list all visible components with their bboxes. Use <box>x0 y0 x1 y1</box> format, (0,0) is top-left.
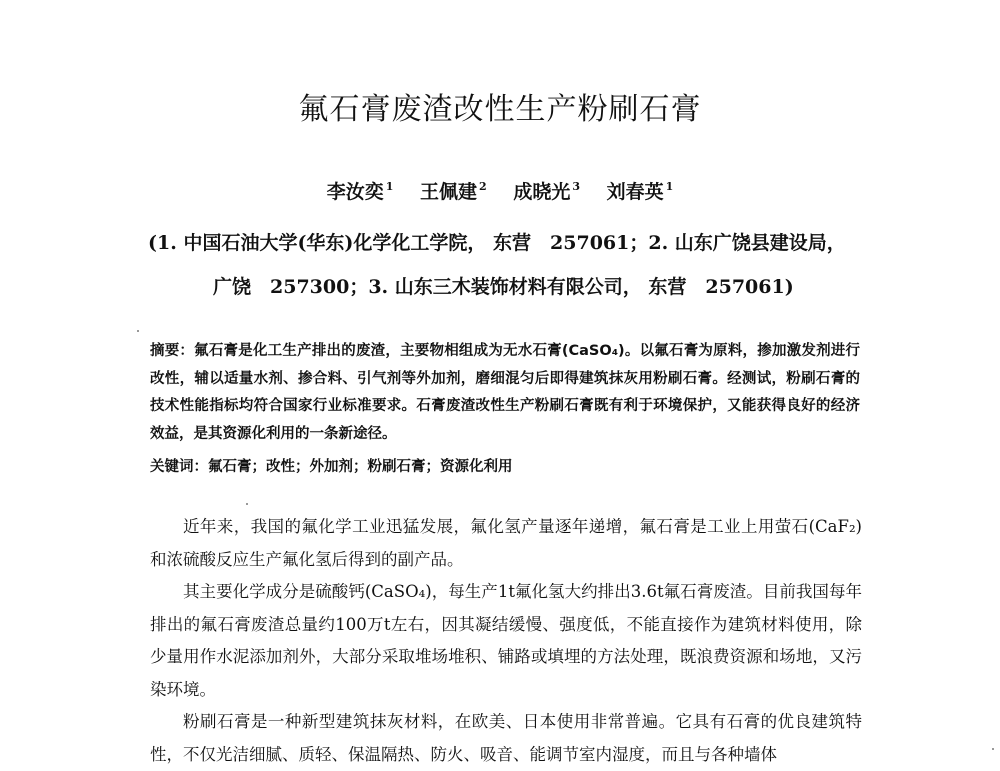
keywords-label: 关键词： <box>150 459 208 475</box>
body-paragraph: 近年来，我国的氟化学工业迅猛发展，氟化氢产量逐年递增，氟石膏是工业上用萤石(CaF₂)和浓硫酸反应生产氟化氢后得到的副产品。 <box>150 517 862 569</box>
author-name: 王佩建 <box>420 181 478 203</box>
author-name: 刘春英 <box>606 181 664 203</box>
author-affiliation-mark: 1 <box>665 180 674 193</box>
author-affiliation-mark: 2 <box>479 180 487 193</box>
keywords-text: 氟石膏；改性；外加剂；粉刷石膏；资源化利用 <box>208 459 513 475</box>
abstract-label: 摘要： <box>150 343 195 359</box>
paper-title: 氟石膏废渣改性生产粉刷石膏 <box>298 92 702 127</box>
abstract-text: 氟石膏是化工生产排出的废渣，主要物相组成为无水石膏(CaSO₄)。以氟石膏为原料，掺加激发剂进行改性，辅以适量水剂、掺合料、引气剂等外加剂，磨细混匀后即得建筑抹灰用粉刷石膏。经测试，粉刷石膏的技术性能指标均符合国家行业标准要求。石膏废渣改性生产粉刷石膏既有利于环境保护，又能获得良好的经济效益，是其资源化利用的一条新途径。 <box>150 343 861 442</box>
author <box>607 181 674 203</box>
affiliation-line-2: 广饶 257300；3. 山东三木装饰材料有限公司， 东营 257061) <box>213 276 794 298</box>
body-paragraph: 粉刷石膏是一种新型建筑抹灰材料，在欧美、日本使用非常普遍。它具有石膏的优良建筑特性，不仅光洁细腻、质轻、保温隔热、防火、吸音、能调节室内湿度，而且与各种墙体 <box>150 712 862 764</box>
scan-speck <box>992 748 994 750</box>
author-name: 李汝奕 <box>326 181 384 203</box>
body-text <box>150 511 862 771</box>
author-name: 成晓光 <box>513 181 571 203</box>
author-affiliation-mark: 3 <box>572 180 580 193</box>
author-affiliation-mark: 1 <box>385 180 394 193</box>
scan-speck <box>246 503 248 505</box>
author <box>513 181 580 203</box>
author <box>420 181 487 203</box>
keywords <box>150 455 860 476</box>
abstract <box>150 338 860 448</box>
author-list <box>0 177 1000 204</box>
scan-speck <box>137 330 139 332</box>
author <box>327 181 394 203</box>
body-paragraph: 其主要化学成分是硫酸钙(CaSO₄)，每生产1t氟化氢大约排出3.6t氟石膏废渣。目前我国每年排出的氟石膏废渣总量约100万t左右，因其凝结缓慢、强度低，不能直接作为建筑材料使用，除少量用作水泥添加剂外，大部分采取堆场堆积、铺路或填埋的方法处理，既浪费资源和场地，又污染环境。 <box>150 582 862 699</box>
affiliation-line-1: (1. 中国石油大学(华东)化学化工学院， 东营 257061；2. 山东广饶县建设局， <box>148 232 846 254</box>
